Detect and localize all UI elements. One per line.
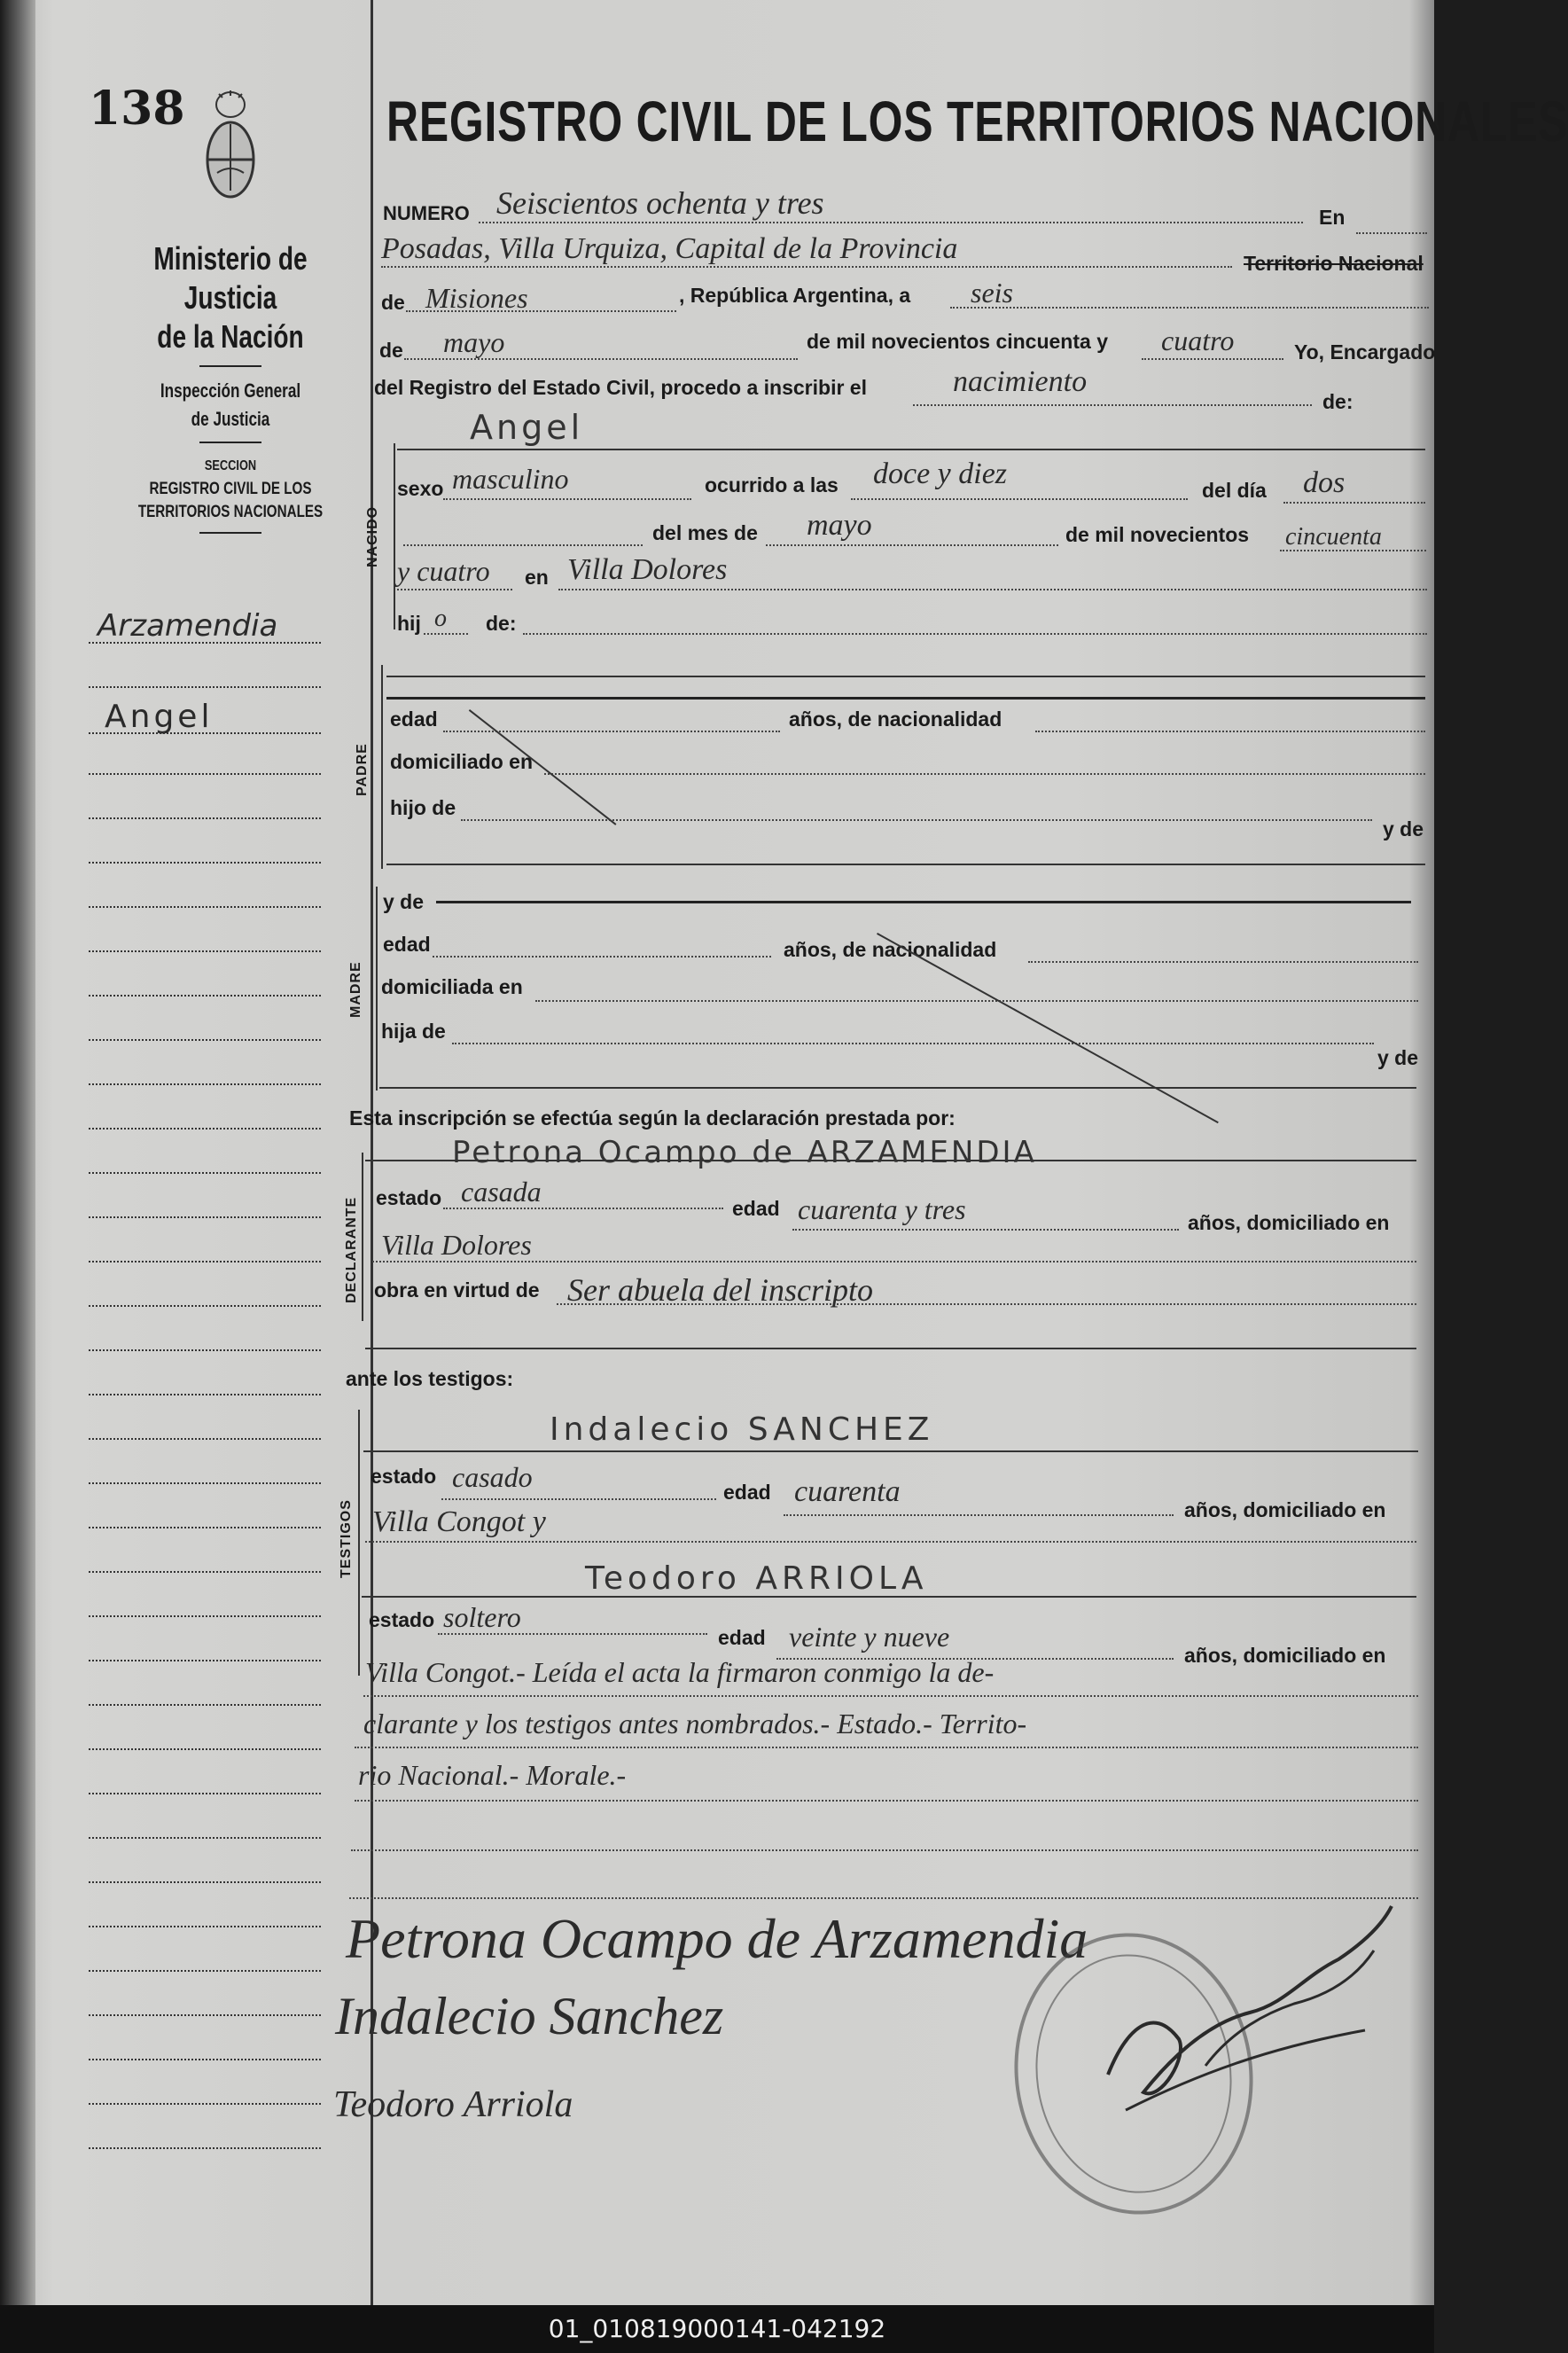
month-value: mayo — [443, 326, 505, 358]
padre-domicilio-label: domiciliado en — [390, 750, 534, 773]
padre-nacionalidad-label: años, de nacionalidad — [789, 707, 1002, 731]
nacido-name: Angel — [470, 408, 584, 447]
yo-encargado-label: Yo, Encargado — [1294, 340, 1436, 364]
signature-testigo2: Teodoro Arriola — [333, 2084, 573, 2125]
declarante-obra-value: Ser abuela del inscripto — [567, 1272, 873, 1308]
nacido-section-label: NACIDO — [365, 505, 380, 567]
madre-yde-label: y de — [1377, 1046, 1419, 1069]
testigo1-edad-label: edad — [723, 1481, 771, 1504]
madre-yde-top: y de — [383, 890, 425, 913]
page-title: REGISTRO CIVIL DE LOS TERRITORIOS NACIONALES — [386, 90, 1568, 153]
padre-section-label: PADRE — [355, 743, 370, 796]
margin-given-name: Angel — [105, 699, 214, 735]
hijo-de-label: de: — [486, 612, 517, 635]
testigo2-edad-label: edad — [718, 1626, 766, 1649]
ocurrido-label: ocurrido a las — [705, 473, 839, 496]
en-label: En — [1319, 206, 1346, 229]
closing-line2: clarante y los testigos antes nombrados.- Estado.- Territo- — [363, 1708, 1027, 1739]
testigo2-name: Teodoro ARRIOLA — [585, 1560, 928, 1597]
inspeccion-line1: Inspección General — [160, 379, 301, 402]
scan-id-footer: 01_010819000141-042192 — [0, 2305, 1434, 2353]
testigo2-estado: soltero — [443, 1601, 521, 1633]
anio-value: cincuenta — [1285, 523, 1382, 551]
declarante-domicilio-value: Villa Dolores — [381, 1229, 532, 1261]
sexo-value: masculino — [452, 463, 569, 495]
testigo1-name: Indalecio SANCHEZ — [550, 1411, 934, 1448]
testigo1-estado-label: estado — [371, 1465, 437, 1488]
closing-line3: rio Nacional.- Morale.- — [358, 1759, 627, 1791]
madre-section-label: MADRE — [348, 961, 363, 1018]
signature-testigo1: Indalecio Sanchez — [335, 1987, 724, 2045]
declarante-name: Petrona Ocampo de ARZAMENDIA — [452, 1135, 1037, 1170]
testigo1-domicilio: Villa Congot y — [372, 1505, 546, 1538]
republica-label: , República Argentina, a — [679, 284, 911, 307]
declarante-intro: Esta inscripción se efectúa según la declaración prestada por: — [349, 1106, 956, 1130]
officer-signature-icon — [1073, 1897, 1409, 2163]
hijo-value: o — [434, 605, 447, 632]
numero-value: Seiscientos ochenta y tres — [496, 185, 824, 221]
hijo-label: hij — [397, 612, 421, 635]
testigo1-edad: cuarenta — [794, 1475, 901, 1508]
book-spine — [0, 0, 35, 2305]
ministry-line1: Ministerio de Justicia — [153, 240, 308, 316]
ministry-heading — [106, 239, 355, 543]
de-label: de — [381, 291, 405, 314]
mes-label: del mes de — [652, 521, 758, 544]
acto-value: nacimiento — [953, 365, 1088, 398]
coat-of-arms-icon — [199, 89, 261, 204]
hora-value: doce y diez — [873, 457, 1008, 490]
de3-label: de: — [1322, 390, 1353, 413]
numero-label: NUMERO — [383, 202, 470, 224]
anio-value2: y cuatro — [397, 555, 490, 587]
madre-edad-label: edad — [383, 933, 431, 956]
declarante-edad-value: cuarenta y tres — [798, 1193, 966, 1225]
year-value: cuatro — [1161, 324, 1235, 356]
testigo2-estado-label: estado — [369, 1608, 435, 1631]
testigo2-anios-label: años, domiciliado en — [1184, 1644, 1386, 1667]
mes-value: mayo — [807, 509, 872, 542]
testigo2-domicilio: Villa Congot.- Leída el acta la firmaron conmigo la de- — [365, 1656, 995, 1688]
declarante-anios-label: años, domiciliado en — [1188, 1211, 1390, 1234]
declarante-edad-label: edad — [732, 1197, 780, 1220]
declarante-estado-value: casada — [461, 1176, 542, 1208]
declarante-section-label: DECLARANTE — [344, 1196, 359, 1303]
sexo-label: sexo — [397, 477, 444, 500]
madre-hija-label: hija de — [381, 1020, 446, 1043]
ministry-line2: de la Nación — [157, 318, 304, 355]
territorio-label: Territorio Nacional — [1244, 252, 1424, 275]
nacido-en-label: en — [525, 566, 549, 589]
declarante-estado-label: estado — [376, 1186, 442, 1209]
registro-text: del Registro del Estado Civil, procedo a inscribir el — [374, 376, 867, 399]
testigo1-anios-label: años, domiciliado en — [1184, 1498, 1386, 1521]
year-text: de mil novecientos cincuenta y — [807, 330, 1108, 353]
lugar-value: Villa Dolores — [567, 553, 728, 586]
padre-edad-label: edad — [390, 707, 438, 731]
anio-label: de mil novecientos — [1065, 523, 1250, 546]
registro-line1: REGISTRO CIVIL DE LOS — [149, 480, 312, 498]
margin-surname: Arzamendia — [98, 608, 278, 644]
testigos-section-label: TESTIGOS — [339, 1499, 354, 1578]
dia-label: del día — [1202, 479, 1267, 502]
seccion-label: SECCION — [204, 458, 257, 473]
inspeccion-line2: de Justicia — [191, 408, 270, 430]
padre-hijo-label: hijo de — [390, 796, 456, 819]
page-number: 138 — [89, 82, 185, 136]
declarante-obra-label: obra en virtud de — [374, 1278, 540, 1302]
madre-domicilio-label: domiciliada en — [381, 975, 523, 998]
padre-yde-label: y de — [1383, 817, 1424, 840]
dia-value: dos — [1303, 466, 1346, 499]
day-value: seis — [971, 277, 1013, 309]
de2-label: de — [379, 339, 403, 362]
province-value: Misiones — [425, 282, 528, 314]
testigo1-estado: casado — [452, 1461, 533, 1493]
madre-nacionalidad-label: años, de nacionalidad — [784, 938, 997, 961]
testigos-intro: ante los testigos: — [346, 1367, 514, 1390]
signature-declarante: Petrona Ocampo de Arzamendia — [346, 1907, 1088, 1970]
testigo2-edad: veinte y nueve — [789, 1621, 950, 1653]
registro-line2: TERRITORIOS NACIONALES — [137, 503, 324, 521]
place-value: Posadas, Villa Urquiza, Capital de la Provincia — [381, 232, 958, 265]
